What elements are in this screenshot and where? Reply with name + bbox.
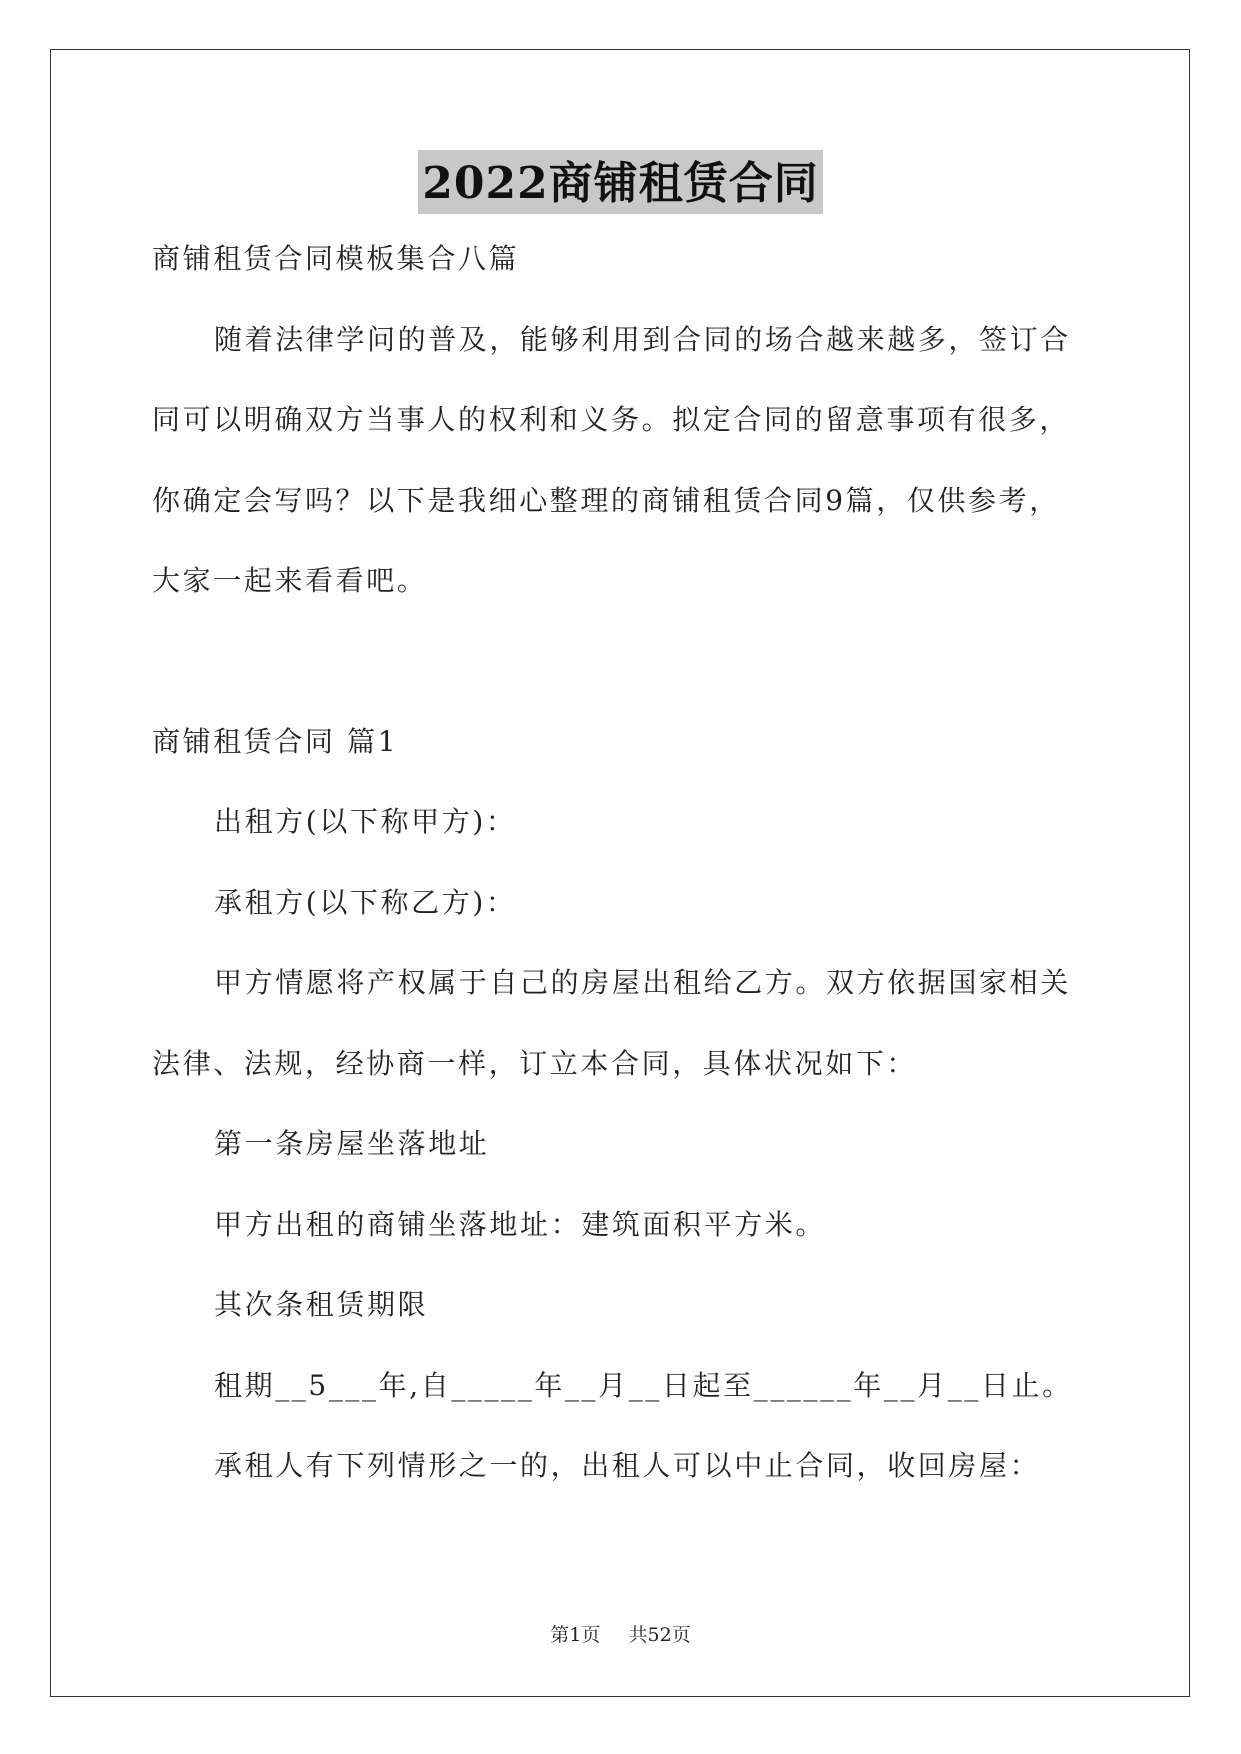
page-number: 第1页: [550, 1624, 601, 1646]
paragraph-line: 甲方情愿将产权属于自己的房屋出租给乙方。双方依据国家相关: [214, 966, 1071, 999]
document-title: 2022商铺租赁合同: [418, 150, 822, 214]
clause-heading: 其次条租赁期限: [214, 1288, 429, 1321]
page-total: 共52页: [628, 1624, 691, 1646]
spacer: [152, 631, 1092, 711]
paragraph-line: 出租方(以下称甲方)：: [214, 805, 517, 838]
page-footer: [0, 1620, 1241, 1647]
paragraph-line: 承租人有下列情形之一的，出租人可以中止合同，收回房屋：: [214, 1449, 1041, 1482]
paragraph-line: 同可以明确双方当事人的权利和义务。拟定合同的留意事项有很多，: [152, 403, 1071, 436]
paragraph-line: 随着法律学问的普及，能够利用到合同的场合越来越多，签订合: [214, 322, 1071, 356]
paragraph-line: 承租方(以下称乙方)：: [214, 885, 517, 919]
paragraph-line: 法律、法规，经协商一样，订立本合同，具体状况如下：: [152, 1046, 918, 1080]
subtitle-line: 商铺租赁合同模板集合八篇: [152, 242, 520, 275]
paragraph-line: 你确定会写吗？以下是我细心整理的商铺租赁合同9篇，仅供参考，: [152, 483, 1060, 517]
paragraph-line: 租期__5___年,自_____年__月__日起至______年__月__日止。: [214, 1368, 1073, 1402]
title-container: [0, 150, 1241, 214]
paragraph-line: 大家一起来看看吧。: [152, 564, 428, 597]
clause-heading: 第一条房屋坐落地址: [214, 1127, 490, 1160]
paragraph-line: 甲方出租的商铺坐落地址：建筑面积平方米。: [214, 1207, 827, 1241]
document-body: [152, 228, 1092, 1516]
section-heading: 商铺租赁合同 篇1: [152, 724, 399, 758]
